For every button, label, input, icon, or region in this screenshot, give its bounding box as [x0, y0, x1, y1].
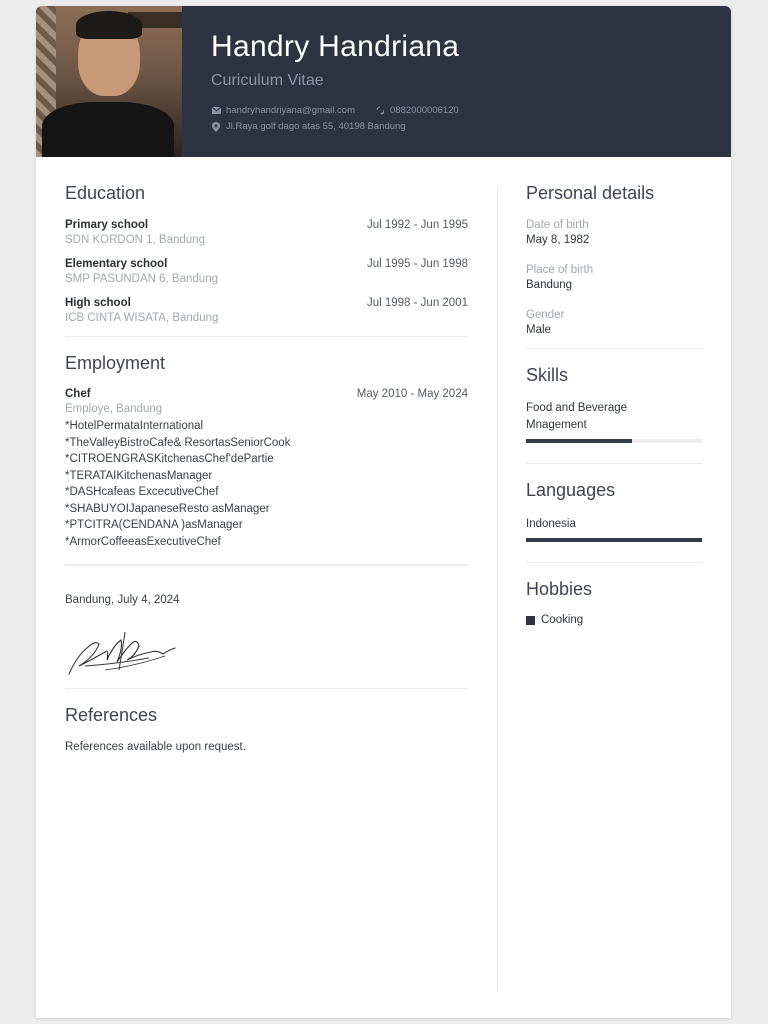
- section-divider: [65, 688, 468, 689]
- entry-subtitle: SMP PASUNDAN 6, Bandung: [65, 272, 218, 285]
- square-bullet-icon: [526, 616, 535, 625]
- section-divider: [65, 564, 468, 566]
- full-name: Handry Handriana: [211, 30, 460, 63]
- entry-title: Elementary school: [65, 257, 168, 270]
- envelope-icon: [211, 106, 221, 116]
- address-text: Jl.Raya golf dago atas 55, 40198 Bandung: [226, 121, 406, 132]
- language-level-bar: [526, 538, 702, 542]
- languages-heading: Languages: [526, 480, 616, 501]
- skill-level-bar: [526, 439, 702, 443]
- column-divider: [497, 186, 498, 991]
- entry-subtitle: Employe, Bandung: [65, 403, 163, 416]
- hobby-item: Cooking: [526, 614, 702, 626]
- skill-level-fill: [526, 439, 632, 443]
- duty-item: *DASHcafeas ExcecutiveChef: [65, 486, 219, 499]
- map-pin-icon: [211, 122, 221, 132]
- entry-subtitle: ICB CINTA WISATA, Bandung: [65, 311, 219, 324]
- duty-item: *SHABUYOIJapaneseResto asManager: [65, 502, 270, 515]
- duty-item: *CITROENGRASKitchenasChef'dePartie: [65, 453, 274, 466]
- entry-title: Chef: [65, 388, 91, 401]
- entry-subtitle: SDN KORDON 1, Bandung: [65, 233, 205, 246]
- section-divider: [526, 463, 702, 464]
- section-divider: [526, 348, 702, 349]
- references-text: References available upon request.: [65, 740, 246, 753]
- date-of-birth-label: Date of birth: [526, 218, 589, 231]
- entry-title: Primary school: [65, 218, 149, 231]
- duty-item: *TheValleyBistroCafe& ResortasSeniorCook: [65, 436, 291, 449]
- gender-value: Male: [526, 323, 551, 336]
- duty-item: *PTCITRA(CENDANA )asManager: [65, 519, 243, 532]
- employment-entry: [65, 388, 468, 550]
- entry-date: Jul 1998 - Jun 2001: [366, 296, 468, 309]
- entry-title: High school: [65, 296, 131, 309]
- skills-heading: Skills: [526, 364, 569, 385]
- phone-text[interactable]: 0882000006120: [390, 105, 459, 116]
- profile-photo: [36, 6, 182, 157]
- duty-item: *TERATAIKitchenasManager: [65, 469, 213, 482]
- main-column: [65, 183, 468, 753]
- education-entry: [65, 219, 468, 246]
- entry-date: Jul 1995 - Jun 1998: [366, 257, 468, 270]
- section-divider: [526, 562, 702, 563]
- place-and-date: Bandung, July 4, 2024: [65, 594, 180, 607]
- cv-page: [36, 6, 731, 1018]
- duty-list: [65, 418, 468, 550]
- employment-heading: Employment: [65, 352, 166, 373]
- cv-header: [36, 6, 731, 157]
- references-heading: References: [65, 705, 158, 726]
- language-name: Indonesia: [526, 517, 576, 530]
- entry-date: May 2010 - May 2024: [356, 388, 468, 401]
- phone-icon: [375, 106, 385, 116]
- education-entry: [65, 258, 468, 285]
- language-level-fill: [526, 538, 702, 542]
- education-heading: Education: [65, 183, 146, 203]
- place-of-birth-label: Place of birth: [526, 263, 594, 276]
- contact-row-email-phone: [211, 105, 459, 116]
- place-of-birth-value: Bandung: [526, 278, 573, 291]
- education-entry: [65, 297, 468, 324]
- hobbies-heading: Hobbies: [526, 578, 593, 599]
- email-text[interactable]: handryhandriyana@gmail.com: [226, 105, 355, 116]
- section-divider: [65, 336, 468, 337]
- date-of-birth-value: May 8, 1982: [526, 233, 590, 246]
- skill-name: Food and Beverage Mnagement: [526, 402, 628, 432]
- contact-row-address: [211, 121, 406, 132]
- side-column: [526, 183, 702, 626]
- duty-item: *HotelPermataInternational: [65, 420, 204, 433]
- duty-item: *ArmorCoffeeasExecutiveChef: [65, 535, 221, 548]
- gender-label: Gender: [526, 308, 565, 321]
- entry-date: Jul 1992 - Jun 1995: [366, 218, 468, 231]
- personal-details-heading: Personal details: [526, 183, 655, 203]
- document-subtitle: Curiculum Vitae: [211, 72, 324, 89]
- signature-image: [65, 626, 180, 678]
